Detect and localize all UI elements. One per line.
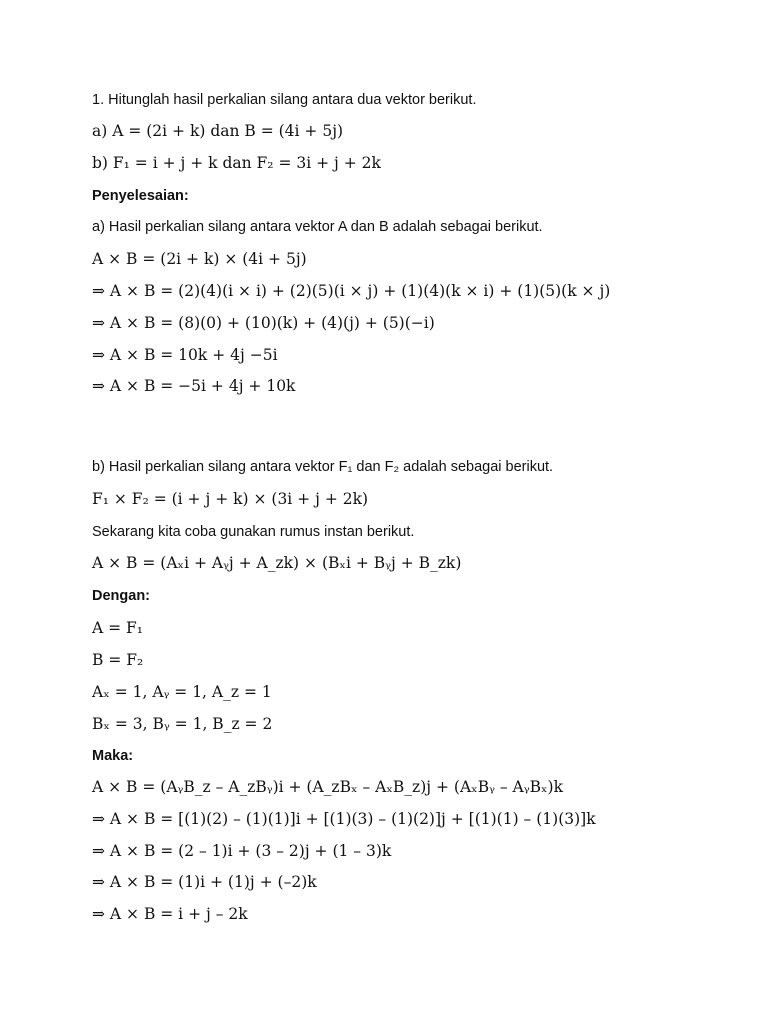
part-b-step-2: A × B = (AᵧB_z – A_zBᵧ)i + (A_zBₓ – AₓB_z)j + (AₓBᵧ – AᵧBₓ)k	[92, 778, 563, 796]
definition-a: A = F₁	[92, 619, 144, 637]
question-a: a) A = (2i + k) dan B = (4i + 5j)	[92, 122, 344, 140]
part-b-step-1: F₁ × F₂ = (i + j + k) × (3i + j + 2k)	[92, 490, 369, 508]
then-heading: Maka:	[92, 748, 134, 764]
components-a: Aₓ = 1, Aᵧ = 1, A_z = 1	[92, 683, 272, 701]
with-heading: Dengan:	[92, 588, 150, 604]
part-b-intro: b) Hasil perkalian silang antara vektor F₁ dan F₂ adalah sebagai berikut.	[92, 459, 554, 475]
solution-heading: Penyelesaian:	[92, 188, 189, 204]
part-b-step-3: ⇒ A × B = [(1)(2) – (1)(1)]i + [(1)(3) – (1)(2)]j + [(1)(1) – (1)(3)]k	[92, 810, 596, 828]
question-heading: 1. Hitunglah hasil perkalian silang antara dua vektor berikut.	[92, 92, 477, 108]
components-b: Bₓ = 3, Bᵧ = 1, B_z = 2	[92, 715, 273, 733]
part-a-step-4: ⇒ A × B = 10k + 4j −5i	[92, 346, 278, 364]
cross-product-formula: A × B = (Aₓi + Aᵧj + A_zk) × (Bₓi + Bᵧj + B_zk)	[92, 554, 462, 572]
part-b-result: ⇒ A × B = i + j – 2k	[92, 905, 248, 923]
part-a-step-2: ⇒ A × B = (2)(4)(i × i) + (2)(5)(i × j) + (1)(4)(k × i) + (1)(5)(k × j)	[92, 282, 611, 300]
part-a-step-1: A × B = (2i + k) × (4i + 5j)	[92, 250, 307, 268]
formula-intro: Sekarang kita coba gunakan rumus instan berikut.	[92, 524, 415, 540]
part-b-step-4: ⇒ A × B = (2 – 1)i + (3 – 2)j + (1 – 3)k	[92, 842, 392, 860]
part-a-intro: a) Hasil perkalian silang antara vektor A dan B adalah sebagai berikut.	[92, 219, 543, 235]
part-a-result: ⇒ A × B = −5i + 4j + 10k	[92, 377, 296, 395]
part-b-step-5: ⇒ A × B = (1)i + (1)j + (–2)k	[92, 873, 317, 891]
part-a-step-3: ⇒ A × B = (8)(0) + (10)(k) + (4)(j) + (5)(−i)	[92, 314, 435, 332]
definition-b: B = F₂	[92, 651, 144, 669]
question-b: b) F₁ = i + j + k dan F₂ = 3i + j + 2k	[92, 154, 381, 172]
